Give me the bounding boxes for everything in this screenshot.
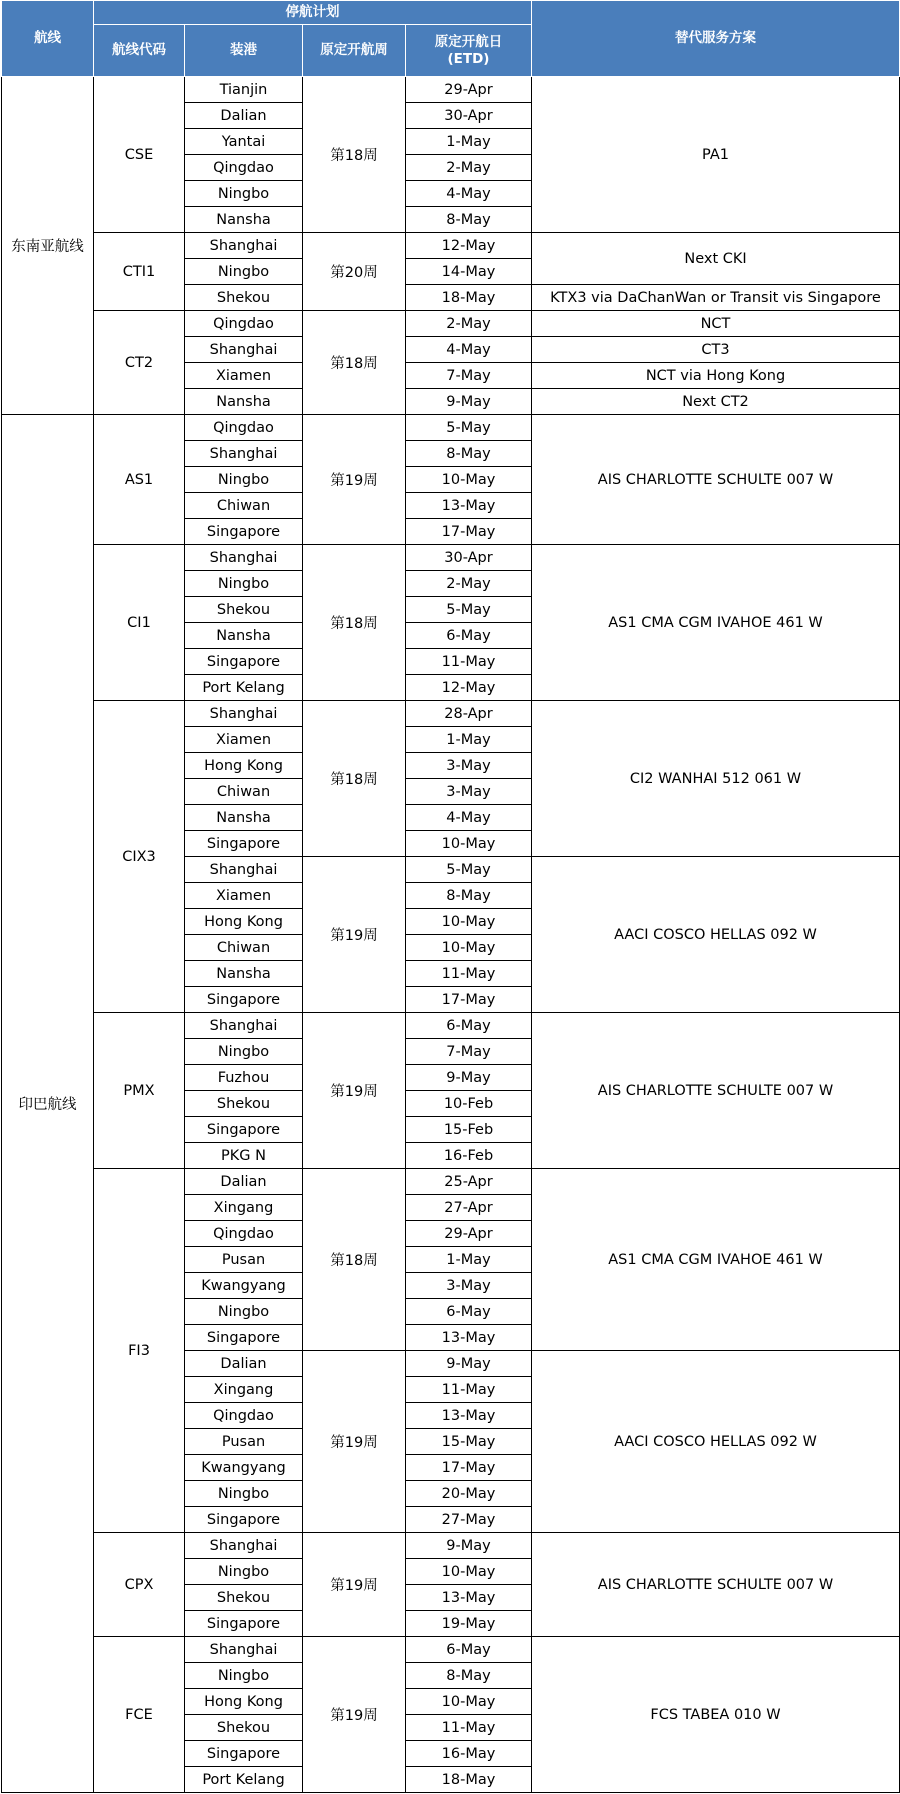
header-suspension-plan: 停航计划: [94, 1, 532, 25]
route-name-cell: 印巴航线: [2, 415, 94, 1793]
alternative-service-cell: FCS TABEA 010 W: [532, 1637, 900, 1793]
route-code-cell: CPX: [94, 1533, 185, 1637]
loading-port-cell: Shanghai: [185, 337, 303, 363]
loading-port-cell: Dalian: [185, 103, 303, 129]
original-date-cell: 4-May: [406, 181, 532, 207]
loading-port-cell: Ningbo: [185, 571, 303, 597]
original-date-cell: 9-May: [406, 1351, 532, 1377]
route-code-cell: CT2: [94, 311, 185, 415]
original-date-cell: 3-May: [406, 753, 532, 779]
original-date-cell: 14-May: [406, 259, 532, 285]
route-code-cell: CI1: [94, 545, 185, 701]
loading-port-cell: Qingdao: [185, 155, 303, 181]
original-date-cell: 10-May: [406, 831, 532, 857]
original-date-cell: 13-May: [406, 1403, 532, 1429]
header-original-date-label: 原定开航日: [434, 33, 503, 50]
table-row: [2, 311, 900, 337]
loading-port-cell: Ningbo: [185, 181, 303, 207]
original-date-cell: 6-May: [406, 623, 532, 649]
loading-port-cell: Singapore: [185, 1117, 303, 1143]
original-date-cell: 9-May: [406, 389, 532, 415]
original-date-cell: 6-May: [406, 1013, 532, 1039]
original-date-cell: 4-May: [406, 337, 532, 363]
loading-port-cell: Nansha: [185, 961, 303, 987]
loading-port-cell: Singapore: [185, 987, 303, 1013]
loading-port-cell: Ningbo: [185, 467, 303, 493]
suspension-schedule-table: [1, 0, 900, 1793]
loading-port-cell: Singapore: [185, 1741, 303, 1767]
table-row: [2, 545, 900, 571]
route-code-cell: CIX3: [94, 701, 185, 1013]
table-row: [2, 415, 900, 441]
original-date-cell: 9-May: [406, 1533, 532, 1559]
loading-port-cell: Shanghai: [185, 1013, 303, 1039]
loading-port-cell: Xingang: [185, 1377, 303, 1403]
loading-port-cell: Qingdao: [185, 311, 303, 337]
original-date-cell: 17-May: [406, 519, 532, 545]
alternative-service-cell: Next CT2: [532, 389, 900, 415]
loading-port-cell: Pusan: [185, 1429, 303, 1455]
original-date-cell: 13-May: [406, 493, 532, 519]
original-date-cell: 11-May: [406, 649, 532, 675]
loading-port-cell: Kwangyang: [185, 1273, 303, 1299]
loading-port-cell: Chiwan: [185, 935, 303, 961]
table-row: [2, 233, 900, 259]
loading-port-cell: Shanghai: [185, 1533, 303, 1559]
header-alternative-service: 替代服务方案: [532, 1, 900, 77]
original-date-cell: 3-May: [406, 779, 532, 805]
alternative-service-cell: AIS CHARLOTTE SCHULTE 007 W: [532, 1013, 900, 1169]
loading-port-cell: Singapore: [185, 519, 303, 545]
loading-port-cell: Xiamen: [185, 727, 303, 753]
table-row: [2, 1169, 900, 1195]
alternative-service-cell: AS1 CMA CGM IVAHOE 461 W: [532, 545, 900, 701]
loading-port-cell: Ningbo: [185, 1299, 303, 1325]
original-date-cell: 10-May: [406, 1689, 532, 1715]
table-row: [2, 1013, 900, 1039]
loading-port-cell: Singapore: [185, 1507, 303, 1533]
loading-port-cell: Chiwan: [185, 493, 303, 519]
original-date-cell: 7-May: [406, 1039, 532, 1065]
original-week-cell: 第18周: [303, 311, 406, 415]
original-date-cell: 8-May: [406, 1663, 532, 1689]
loading-port-cell: Qingdao: [185, 415, 303, 441]
original-date-cell: 9-May: [406, 1065, 532, 1091]
alternative-service-cell: KTX3 via DaChanWan or Transit vis Singapore: [532, 285, 900, 311]
original-date-cell: 29-Apr: [406, 77, 532, 103]
alternative-service-cell: AACI COSCO HELLAS 092 W: [532, 1351, 900, 1533]
loading-port-cell: Chiwan: [185, 779, 303, 805]
loading-port-cell: Nansha: [185, 207, 303, 233]
original-week-cell: 第20周: [303, 233, 406, 311]
header-route-code: 航线代码: [94, 25, 185, 77]
loading-port-cell: Ningbo: [185, 259, 303, 285]
loading-port-cell: Ningbo: [185, 1559, 303, 1585]
loading-port-cell: Shanghai: [185, 857, 303, 883]
original-date-cell: 5-May: [406, 415, 532, 441]
loading-port-cell: Kwangyang: [185, 1455, 303, 1481]
original-date-cell: 8-May: [406, 441, 532, 467]
loading-port-cell: Singapore: [185, 649, 303, 675]
loading-port-cell: Tianjin: [185, 77, 303, 103]
original-date-cell: 17-May: [406, 987, 532, 1013]
original-week-cell: 第19周: [303, 1533, 406, 1637]
loading-port-cell: Nansha: [185, 623, 303, 649]
loading-port-cell: Qingdao: [185, 1403, 303, 1429]
original-date-cell: 25-Apr: [406, 1169, 532, 1195]
loading-port-cell: Singapore: [185, 1325, 303, 1351]
table-row: [2, 1533, 900, 1559]
alternative-service-cell: AIS CHARLOTTE SCHULTE 007 W: [532, 1533, 900, 1637]
original-date-cell: 10-May: [406, 1559, 532, 1585]
table-body: [2, 77, 900, 1793]
route-code-cell: FCE: [94, 1637, 185, 1793]
header-original-date-etd: (ETD): [447, 50, 490, 67]
original-date-cell: 30-Apr: [406, 545, 532, 571]
original-date-cell: 11-May: [406, 961, 532, 987]
loading-port-cell: Ningbo: [185, 1039, 303, 1065]
original-date-cell: 13-May: [406, 1585, 532, 1611]
loading-port-cell: Shekou: [185, 597, 303, 623]
original-date-cell: 11-May: [406, 1715, 532, 1741]
original-date-cell: 29-Apr: [406, 1221, 532, 1247]
loading-port-cell: Qingdao: [185, 1221, 303, 1247]
loading-port-cell: Xiamen: [185, 363, 303, 389]
original-date-cell: 5-May: [406, 857, 532, 883]
original-date-cell: 30-Apr: [406, 103, 532, 129]
table-row: [2, 1637, 900, 1663]
route-code-cell: CSE: [94, 77, 185, 233]
original-date-cell: 15-Feb: [406, 1117, 532, 1143]
route-code-cell: CTI1: [94, 233, 185, 311]
alternative-service-cell: NCT via Hong Kong: [532, 363, 900, 389]
original-date-cell: 10-May: [406, 909, 532, 935]
original-week-cell: 第18周: [303, 77, 406, 233]
original-week-cell: 第19周: [303, 1351, 406, 1533]
original-date-cell: 18-May: [406, 1767, 532, 1793]
loading-port-cell: Singapore: [185, 831, 303, 857]
original-date-cell: 20-May: [406, 1481, 532, 1507]
loading-port-cell: Dalian: [185, 1169, 303, 1195]
loading-port-cell: Ningbo: [185, 1481, 303, 1507]
original-week-cell: 第18周: [303, 701, 406, 857]
loading-port-cell: Shanghai: [185, 441, 303, 467]
alternative-service-cell: AIS CHARLOTTE SCHULTE 007 W: [532, 415, 900, 545]
table-row: [2, 77, 900, 103]
route-name-cell: 东南亚航线: [2, 77, 94, 415]
loading-port-cell: Singapore: [185, 1611, 303, 1637]
loading-port-cell: Hong Kong: [185, 1689, 303, 1715]
loading-port-cell: Yantai: [185, 129, 303, 155]
alternative-service-cell: CI2 WANHAI 512 061 W: [532, 701, 900, 857]
loading-port-cell: Port Kelang: [185, 1767, 303, 1793]
route-code-cell: AS1: [94, 415, 185, 545]
alternative-service-cell: Next CKI: [532, 233, 900, 285]
original-date-cell: 8-May: [406, 883, 532, 909]
original-date-cell: 2-May: [406, 155, 532, 181]
header-original-week: 原定开航周: [303, 25, 406, 77]
loading-port-cell: Hong Kong: [185, 909, 303, 935]
alternative-service-cell: AACI COSCO HELLAS 092 W: [532, 857, 900, 1013]
original-date-cell: 10-May: [406, 467, 532, 493]
alternative-service-cell: AS1 CMA CGM IVAHOE 461 W: [532, 1169, 900, 1351]
original-week-cell: 第19周: [303, 415, 406, 545]
table-row: [2, 701, 900, 727]
original-week-cell: 第18周: [303, 1169, 406, 1351]
original-date-cell: 28-Apr: [406, 701, 532, 727]
original-date-cell: 10-May: [406, 935, 532, 961]
loading-port-cell: Shanghai: [185, 545, 303, 571]
loading-port-cell: Hong Kong: [185, 753, 303, 779]
loading-port-cell: Ningbo: [185, 1663, 303, 1689]
original-week-cell: 第18周: [303, 545, 406, 701]
loading-port-cell: Dalian: [185, 1351, 303, 1377]
original-date-cell: 16-May: [406, 1741, 532, 1767]
original-week-cell: 第19周: [303, 1637, 406, 1793]
original-date-cell: 1-May: [406, 129, 532, 155]
original-date-cell: 18-May: [406, 285, 532, 311]
original-date-cell: 2-May: [406, 311, 532, 337]
route-code-cell: FI3: [94, 1169, 185, 1533]
original-date-cell: 1-May: [406, 1247, 532, 1273]
loading-port-cell: Xiamen: [185, 883, 303, 909]
original-date-cell: 10-Feb: [406, 1091, 532, 1117]
loading-port-cell: Shekou: [185, 1585, 303, 1611]
original-date-cell: 17-May: [406, 1455, 532, 1481]
loading-port-cell: Xingang: [185, 1195, 303, 1221]
header-loading-port: 装港: [185, 25, 303, 77]
loading-port-cell: Shekou: [185, 285, 303, 311]
loading-port-cell: Shekou: [185, 1715, 303, 1741]
original-date-cell: 15-May: [406, 1429, 532, 1455]
loading-port-cell: Fuzhou: [185, 1065, 303, 1091]
original-date-cell: 16-Feb: [406, 1143, 532, 1169]
alternative-service-cell: CT3: [532, 337, 900, 363]
original-date-cell: 27-Apr: [406, 1195, 532, 1221]
original-date-cell: 1-May: [406, 727, 532, 753]
original-date-cell: 12-May: [406, 675, 532, 701]
original-date-cell: 6-May: [406, 1299, 532, 1325]
loading-port-cell: Shanghai: [185, 1637, 303, 1663]
loading-port-cell: PKG N: [185, 1143, 303, 1169]
original-date-cell: 11-May: [406, 1377, 532, 1403]
loading-port-cell: Shanghai: [185, 233, 303, 259]
original-week-cell: 第19周: [303, 1013, 406, 1169]
original-date-cell: 7-May: [406, 363, 532, 389]
loading-port-cell: Shekou: [185, 1091, 303, 1117]
loading-port-cell: Pusan: [185, 1247, 303, 1273]
original-date-cell: 19-May: [406, 1611, 532, 1637]
alternative-service-cell: NCT: [532, 311, 900, 337]
original-week-cell: 第19周: [303, 857, 406, 1013]
original-date-cell: 5-May: [406, 597, 532, 623]
loading-port-cell: Nansha: [185, 389, 303, 415]
loading-port-cell: Port Kelang: [185, 675, 303, 701]
alternative-service-cell: PA1: [532, 77, 900, 233]
loading-port-cell: Nansha: [185, 805, 303, 831]
route-code-cell: PMX: [94, 1013, 185, 1169]
original-date-cell: 27-May: [406, 1507, 532, 1533]
original-date-cell: 13-May: [406, 1325, 532, 1351]
table-header: [2, 1, 900, 77]
original-date-cell: 3-May: [406, 1273, 532, 1299]
original-date-cell: 2-May: [406, 571, 532, 597]
header-route: 航线: [2, 1, 94, 77]
original-date-cell: 6-May: [406, 1637, 532, 1663]
loading-port-cell: Shanghai: [185, 701, 303, 727]
original-date-cell: 4-May: [406, 805, 532, 831]
original-date-cell: 8-May: [406, 207, 532, 233]
header-original-date: [406, 25, 532, 77]
original-date-cell: 12-May: [406, 233, 532, 259]
